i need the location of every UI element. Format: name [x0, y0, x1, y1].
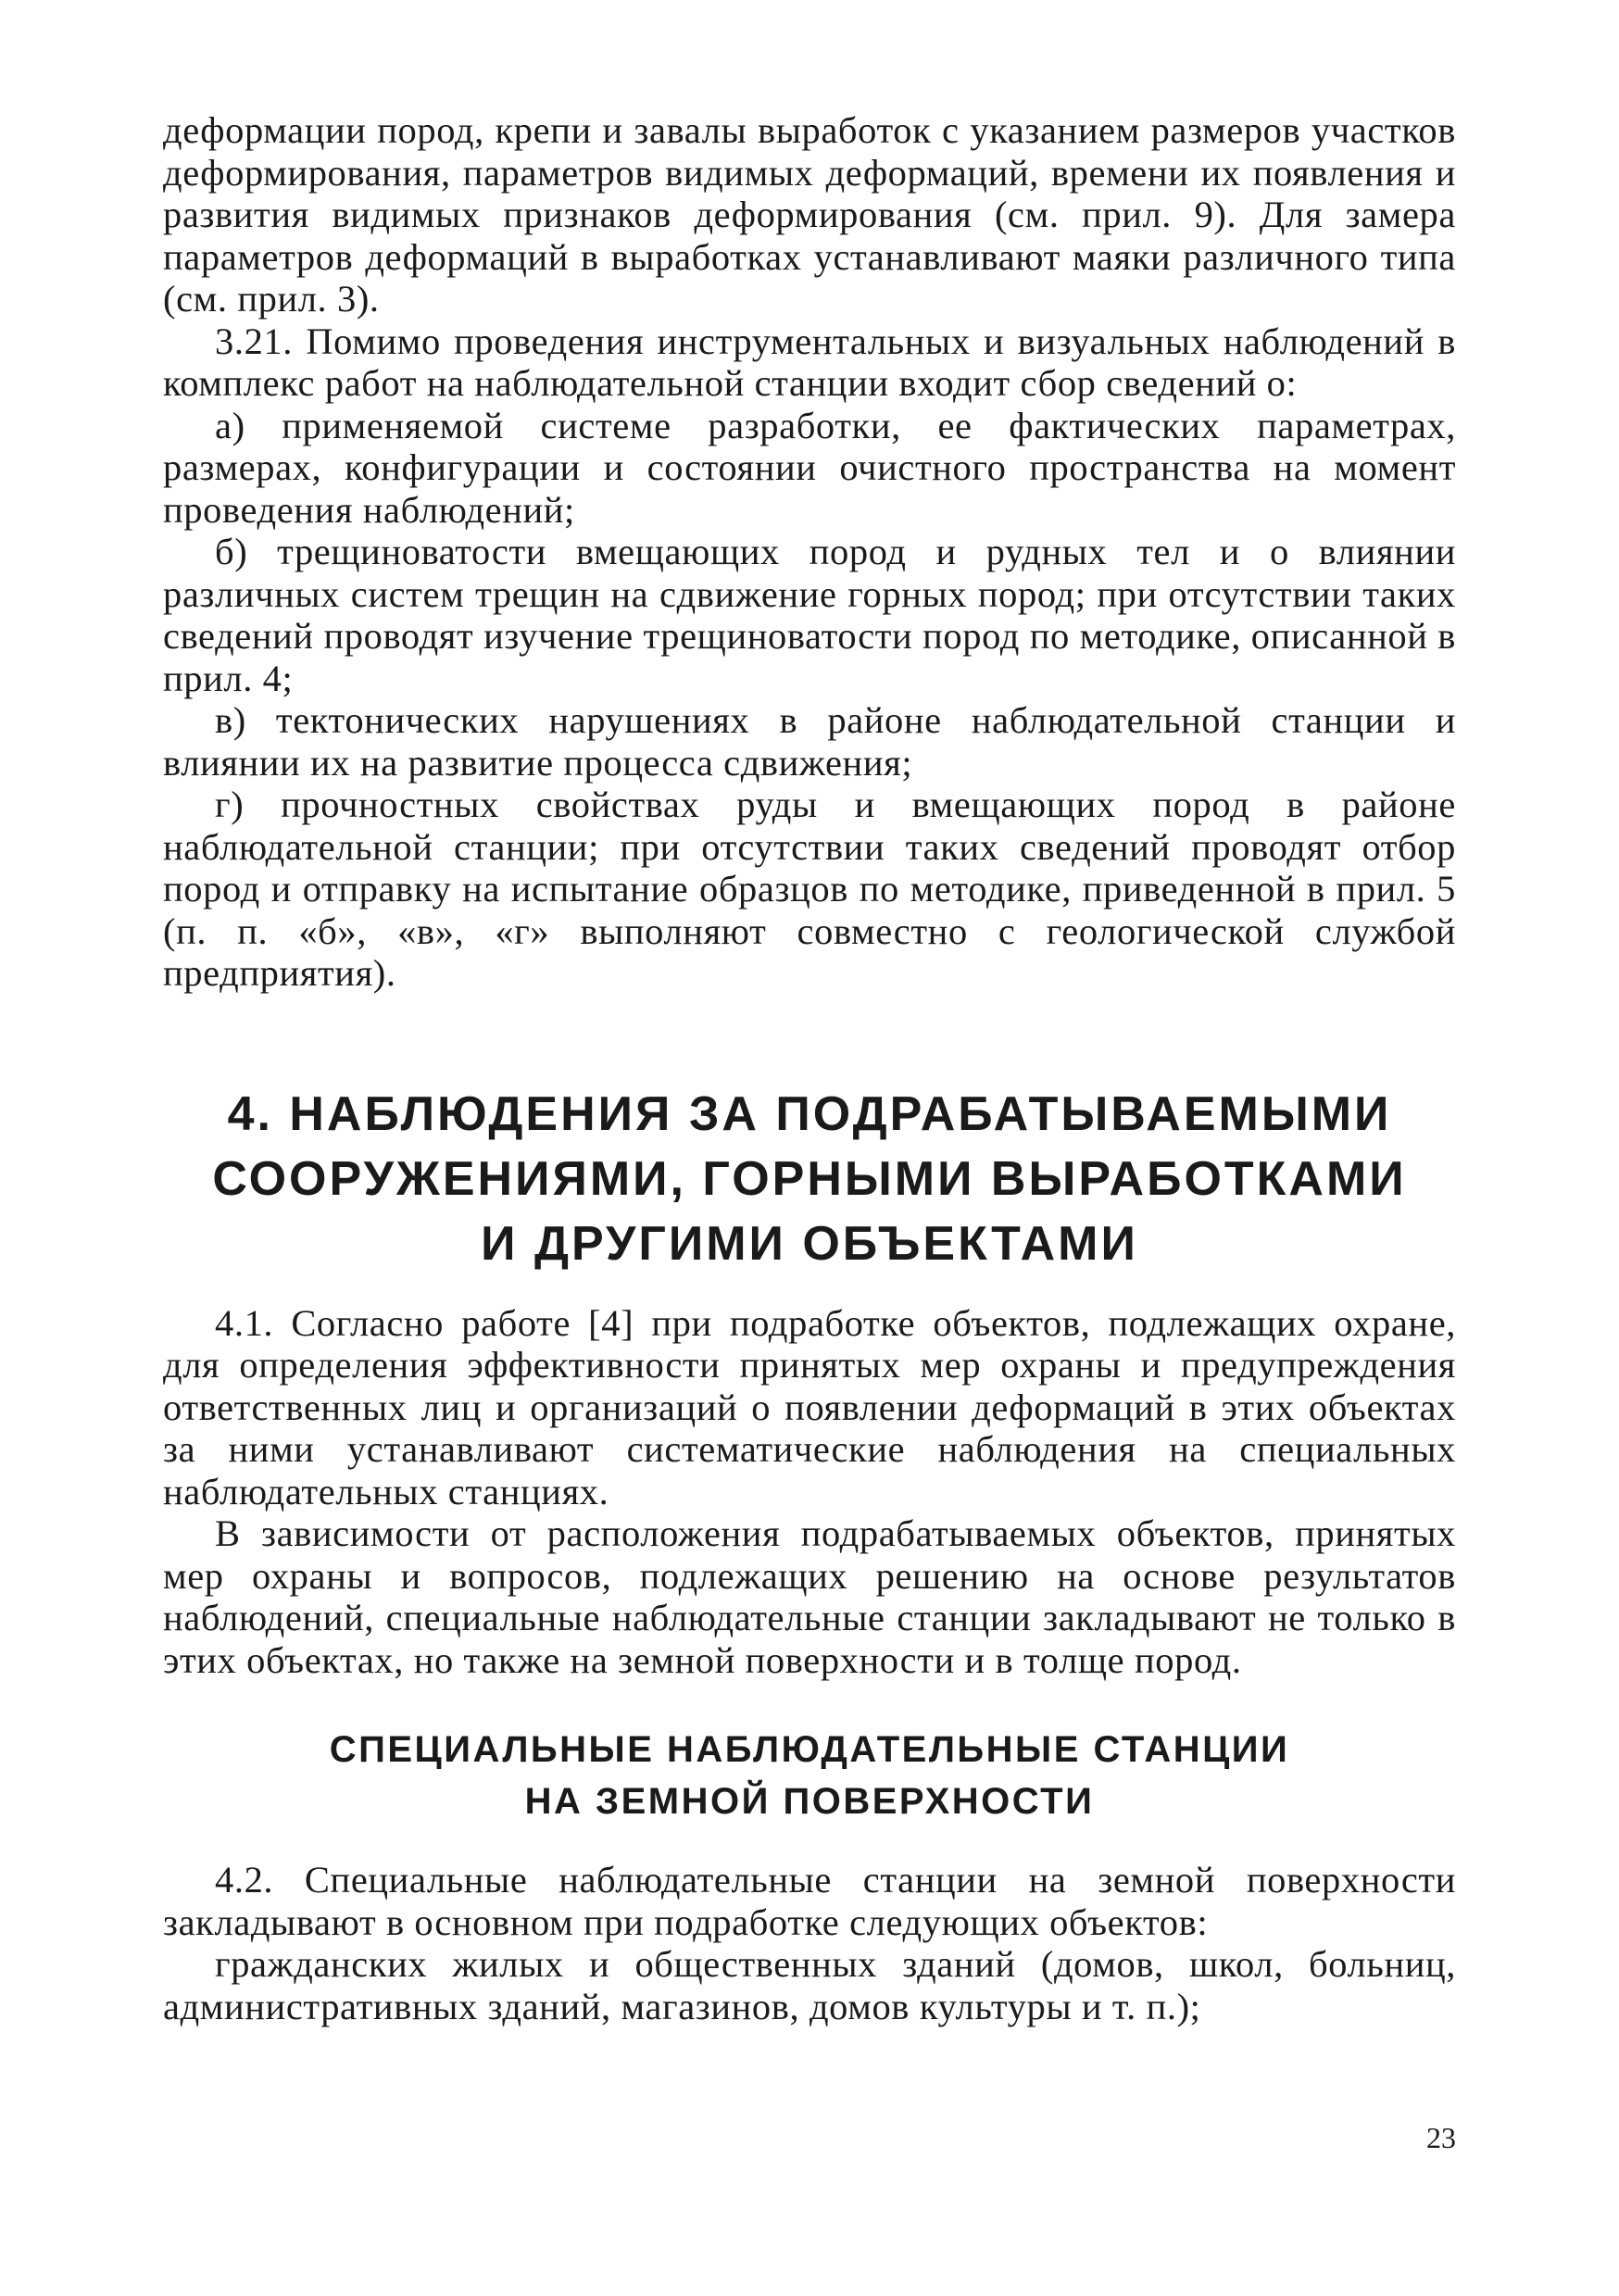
paragraph: деформации пород, крепи и завалы выработок с указанием размеров участков деформирования, параметров видимых деформаций, времени их появления и развития видимых признаков деформирования (см. прил. 9). Для замера параметров деформаций в выработках устанавливают маяки различного типа (см. прил. 3). — [163, 109, 1456, 320]
section-heading-line-3: И ДРУГИМИ ОБЪЕКТАМИ — [481, 1216, 1138, 1271]
page-number: 23 — [1426, 2121, 1456, 2154]
document-page — [163, 109, 1456, 2027]
section-heading — [163, 1082, 1456, 1276]
list-item-v: в) тектонических нарушениях в районе наблюдательной станции и влиянии их на развитие процесса сдвижения; — [163, 699, 1456, 784]
subsection-heading-line-1: СПЕЦИАЛЬНЫЕ НАБЛЮДАТЕЛЬНЫЕ СТАНЦИИ — [329, 1729, 1290, 1770]
paragraph-3-21: 3.21. Помимо проведения инструментальных и визуальных наблюдений в комплекс работ на наблюдательной станции входит сбор сведений о: — [163, 320, 1456, 404]
paragraph-4-2: 4.2. Специальные наблюдательные станции на земной поверхности закладывают в основном при подработке следующих объектов: — [163, 1859, 1456, 1943]
section-heading-line-1: 4. НАБЛЮДЕНИЯ ЗА ПОДРАБАТЫВАЕМЫМИ — [227, 1086, 1392, 1141]
list-item-a: а) применяемой системе разработки, ее фактических параметрах, размерах, конфигурации и состоянии очистного пространства на момент проведения наблюдений; — [163, 404, 1456, 531]
paragraph: В зависимости от расположения подрабатываемых объектов, принятых мер охраны и вопросов, подлежащих решению на основе результатов наблюдений, специальные наблюдательные станции закладывают не только в этих объектах, но также на земной поверхности и в толще пород. — [163, 1512, 1456, 1681]
list-item-b: б) трещиноватости вмещающих пород и рудных тел и о влиянии различных систем трещин на сдвижение горных пород; при отсутствии таких сведений проводят изучение трещиноватости пород по методике, описанной в прил. 4; — [163, 531, 1456, 699]
subsection-heading-line-2: НА ЗЕМНОЙ ПОВЕРХНОСТИ — [524, 1781, 1095, 1822]
list-item: гражданских жилых и общественных зданий (домов, школ, больниц, административных зданий, магазинов, домов культуры и т. п.); — [163, 1943, 1456, 2027]
section-heading-line-2: СООРУЖЕНИЯМИ, ГОРНЫМИ ВЫРАБОТКАМИ — [212, 1151, 1407, 1206]
list-item-g: г) прочностных свойствах руды и вмещающих пород в районе наблюдательной станции; при отсутствии таких сведений проводят отбор пород и отправку на испытание образцов по методике, приведенной в прил. 5 (п. п. «б», «в», «г» выполняют совместно с геологической службой предприятия). — [163, 784, 1456, 994]
subsection-heading — [163, 1724, 1456, 1827]
paragraph-4-1: 4.1. Согласно работе [4] при подработке объектов, подлежащих охране, для определения эффективности принятых мер охраны и предупреждения ответственных лиц и организаций о появлении деформаций в этих объектах за ними устанавливают систематические наблюдения на специальных наблюдательных станциях. — [163, 1301, 1456, 1512]
